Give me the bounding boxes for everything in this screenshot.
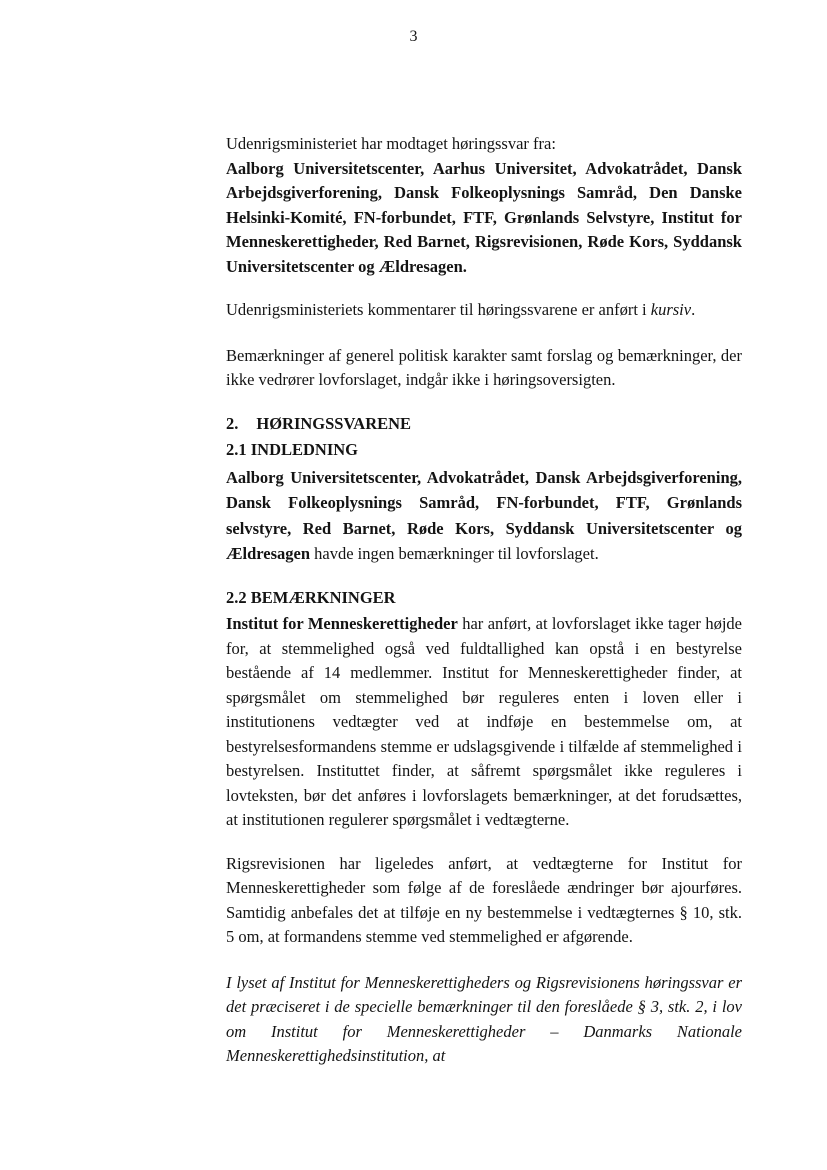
recipients-list: Aalborg Universitetscenter, Aarhus Universitet, Advokatrådet, Dansk Arbejdsgiverforening, Dansk Folkeoplysnings Samråd, Den Danske Helsinki-Komité, FN-forbundet, FTF, Grønlands Selvstyre, Institut for Menneskerettigheder, Red Barnet, Rigsrevisionen, Røde Kors, Syddansk Universitetscenter og Ældresagen. — [226, 158, 742, 276]
rigsrevisionen-remark-text: Rigsrevisionen har ligeledes anført, at vedtægterne for Institut for Menneskerettigheder som følge af de foreslåede ændringer bør ajourføres. Samtidig anbefales det at tilføje en ny bestemmelse i vedtægternes § 10, stk. 5 om, at formandens stemme ved stemmelighed er afgørende. — [226, 853, 742, 946]
recipients-intro: Udenrigsministeriet har modtaget høringssvar fra: — [226, 134, 556, 153]
paragraph-comments-note — [226, 298, 742, 323]
paragraph-rigsrevisionen-remark — [226, 852, 742, 950]
no-remarks-rest: havde ingen bemærkninger til lovforslaget. — [310, 544, 599, 563]
paragraph-ministry-comment — [226, 971, 742, 1069]
section-2-1-heading: 2.1 INDLEDNING — [226, 440, 359, 459]
document-content — [226, 132, 742, 1088]
paragraph-recipients — [226, 132, 742, 279]
no-remarks-organizations: Aalborg Universitetscenter, Advokatrådet, Dansk Arbejdsgiverforening, Dansk Folkeoplysnings Samråd, FN-forbundet, FTF, Grønlands selvstyre, Red Barnet, Røde Kors, Syddansk Universitetscenter og Ældresagen — [226, 467, 742, 563]
section-2-heading — [226, 412, 742, 437]
section-2-number: 2. — [226, 413, 239, 433]
paragraph-general-note — [226, 344, 742, 393]
page-number: 3 — [409, 28, 418, 45]
section-2-title: HØRINGSSVARENE — [256, 413, 412, 433]
comments-note-text: Udenrigsministeriets kommentarer til høringssvarene er anført i — [226, 300, 651, 319]
section-2-2-heading: 2.2 BEMÆRKNINGER — [226, 587, 396, 607]
paragraph-no-remarks — [226, 465, 742, 567]
ministry-comment-text: I lyset af Institut for Menneskerettigheders og Rigsrevisionens høringssvar er det præciseret i de specielle bemærkninger til den foreslåede § 3, stk. 2, i lov om Institut for Menneskerettigheder – Danmarks Nationale Menneskerettighedsinstitution, at — [226, 972, 742, 1065]
comments-note-suffix: . — [691, 300, 696, 319]
general-note-text: Bemærkninger af generel politisk karakter samt forslag og bemærkninger, der ikke vedrører lovforslaget, indgår ikke i høringsoversigten. — [226, 345, 742, 389]
comments-note-italic: kursiv — [650, 300, 692, 319]
paragraph-imr-remark — [226, 612, 742, 833]
imr-remark-body: har anført, at lovforslaget ikke tager højde for, at stemmelighed også ved fuldtallighed kan opstå i en bestyrelse bestående af 14 medlemmer. Institut for Menneskerettigheder finder, at spørgsmålet om stemmelighed bør reguleres enten i loven eller i institutionens vedtægter ved at indføje en bestemmelse om, at bestyrelsesformandens stemme er udslagsgivende i tilfælde af stemmelighed i bestyrelsen. Instituttet finder, at såfremt spørgsmålet ikke reguleres i lovteksten, bør det anføres i lovforslagets bemærkninger, at det forudsættes, at institutionen regulerer spørgsmålet i vedtægterne. — [226, 614, 742, 829]
imr-remark-organization: Institut for Menneskerettigheder — [226, 614, 458, 633]
